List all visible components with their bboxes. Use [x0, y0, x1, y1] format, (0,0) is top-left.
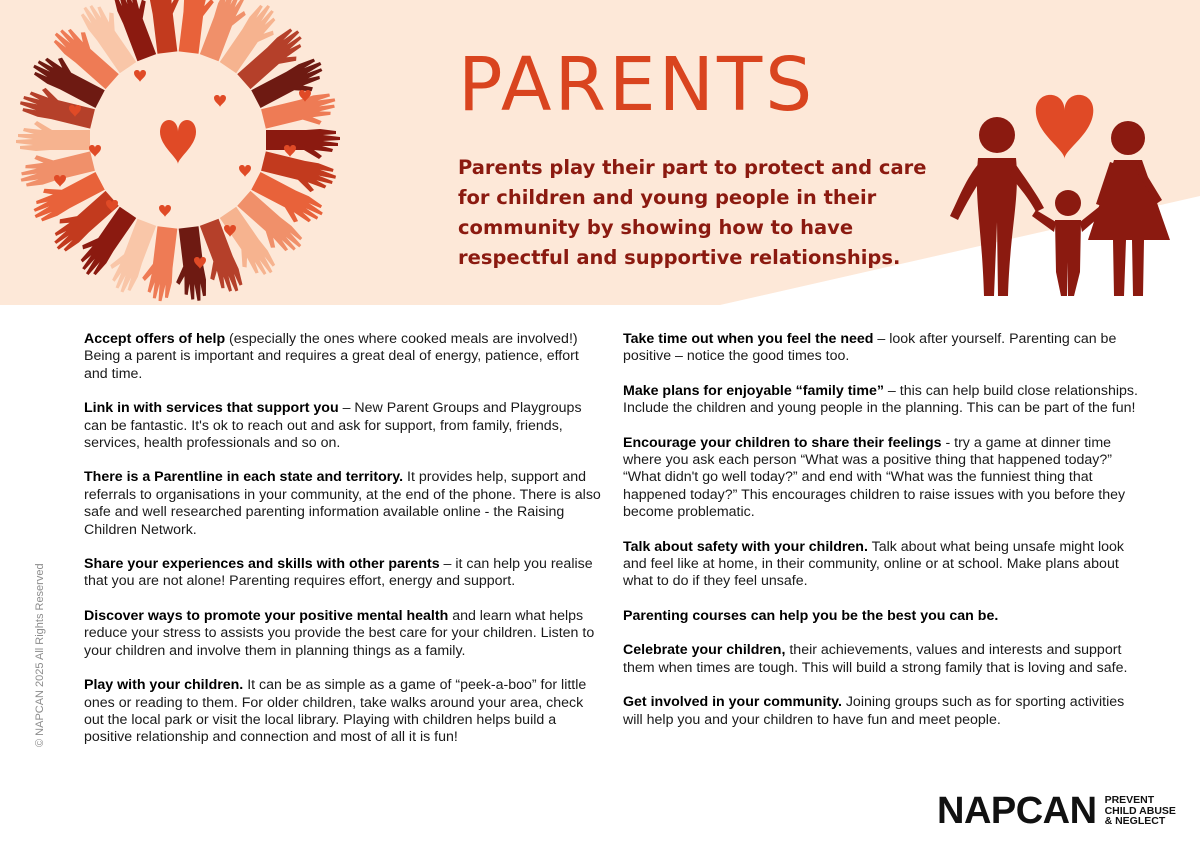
family-figures-icon — [940, 0, 1200, 305]
left-tips-column — [84, 331, 604, 764]
intro-statement: Parents play their part to protect and care for children and young people in their community by showing how to have respectful and supportive relationships. — [458, 156, 927, 269]
tip-body: It can be as simple as a game of “peek-a-boo” for little ones or reading to them. For older children, take walks around your area, check out the local park or visit the local library. Playing with children helps build a positive relationship and connection and most of all it is fun! — [84, 677, 587, 746]
hands-circle-illustration — [0, 0, 440, 305]
tip-body: Joining groups such as for sporting activities will help you and your children to have fun and meet people. — [623, 694, 1125, 728]
tip-body: their achievements, values and interests and support them when times are tough. This will build a strong family that is loving and safe. — [623, 642, 1128, 676]
napcan-logo — [937, 792, 1176, 830]
tip-heading: Share your experiences and skills with other parents — [84, 556, 440, 573]
logo-tagline — [1105, 795, 1176, 827]
tip-heading: Celebrate your children, — [623, 642, 786, 659]
tip-heading: Talk about safety with your children. — [623, 538, 868, 555]
tip-paragraph — [84, 608, 604, 660]
tip-paragraph — [84, 556, 604, 591]
logo-tagline-line: PREVENT — [1104, 794, 1155, 807]
tip-heading: Parenting courses can help you be the best you can be. — [623, 607, 999, 624]
tip-body: (especially the ones where cooked meals are involved!) Being a parent is important and requires a great deal of energy, patience, effort and time. — [84, 331, 579, 382]
tip-paragraph — [84, 331, 604, 383]
tip-heading: Take time out when you feel the need — [623, 331, 874, 347]
heart-icon — [1036, 95, 1094, 159]
tip-paragraph — [84, 469, 604, 539]
tip-paragraph — [623, 694, 1143, 729]
tip-body: - try a game at dinner time where you ask each person “What was a positive thing that happened today?” “What didn't go well today?” and end with “What was the funniest thing that happened today?” This encourages children to raise issues with you before they become problematic. — [623, 434, 1126, 521]
tip-paragraph — [84, 400, 604, 452]
small-heart-icon — [159, 205, 171, 217]
tip-paragraph — [623, 608, 1143, 625]
copyright-notice: © NAPCAN 2025 All Rights Reserved — [34, 563, 46, 747]
logo-tagline-line: CHILD ABUSE — [1104, 804, 1176, 817]
tip-body: It provides help, support and referrals to organisations in your community, at the end of the phone. There is also safe and well researched parenting information available online - the Raising Children Network. — [84, 469, 601, 538]
tip-body: – it can help you realise that you are not alone! Parenting requires effort, energy and support. — [84, 556, 593, 590]
tip-body: Talk about what being unsafe might look and feel like at home, in their community, online or at school. Make plans about what to do if they feel unsafe. — [623, 538, 1124, 590]
logo-wordmark: NAPCAN — [937, 790, 1097, 832]
tip-paragraph — [623, 383, 1143, 418]
page-title: PARENTS — [458, 42, 816, 128]
tip-heading: Link in with services that support you — [84, 400, 339, 417]
tip-heading: There is a Parentline in each state and territory. — [84, 469, 404, 486]
tip-heading: Encourage your children to share their feelings — [623, 434, 942, 451]
tip-heading: Play with your children. — [84, 677, 244, 694]
small-heart-icon — [239, 165, 251, 177]
small-heart-icon — [134, 70, 146, 82]
tip-body: – this can help build close relationships. Include the children and young people in the planning. This can be part of the fun! — [623, 382, 1138, 417]
tip-paragraph — [623, 642, 1143, 677]
small-heart-icon — [214, 95, 226, 107]
tip-heading: Accept offers of help — [84, 331, 226, 347]
tip-paragraph — [84, 677, 604, 747]
tip-body: – New Parent Groups and Playgroups can be fantastic. It's ok to reach out and ask for support, from family, friends, services, health professionals and so on. — [84, 400, 582, 452]
heart-icon — [160, 120, 196, 164]
tip-heading: Make plans for enjoyable “family time” — [623, 382, 884, 399]
logo-tagline-line: & NEGLECT — [1104, 815, 1166, 828]
tip-body: – look after yourself. Parenting can be positive – notice the good times too. — [623, 331, 1117, 365]
tip-heading: Discover ways to promote your positive mental health — [84, 607, 449, 624]
tip-paragraph — [623, 435, 1143, 522]
right-tips-column — [623, 331, 1143, 746]
header-banner — [0, 0, 1200, 305]
tip-paragraph — [623, 331, 1143, 366]
tip-paragraph — [623, 539, 1143, 591]
tip-heading: Get involved in your community. — [623, 694, 842, 711]
tip-body: and learn what helps reduce your stress to assists you provide the best care for your children. Listen to your children and involve them in planning things as a family. — [84, 607, 595, 659]
